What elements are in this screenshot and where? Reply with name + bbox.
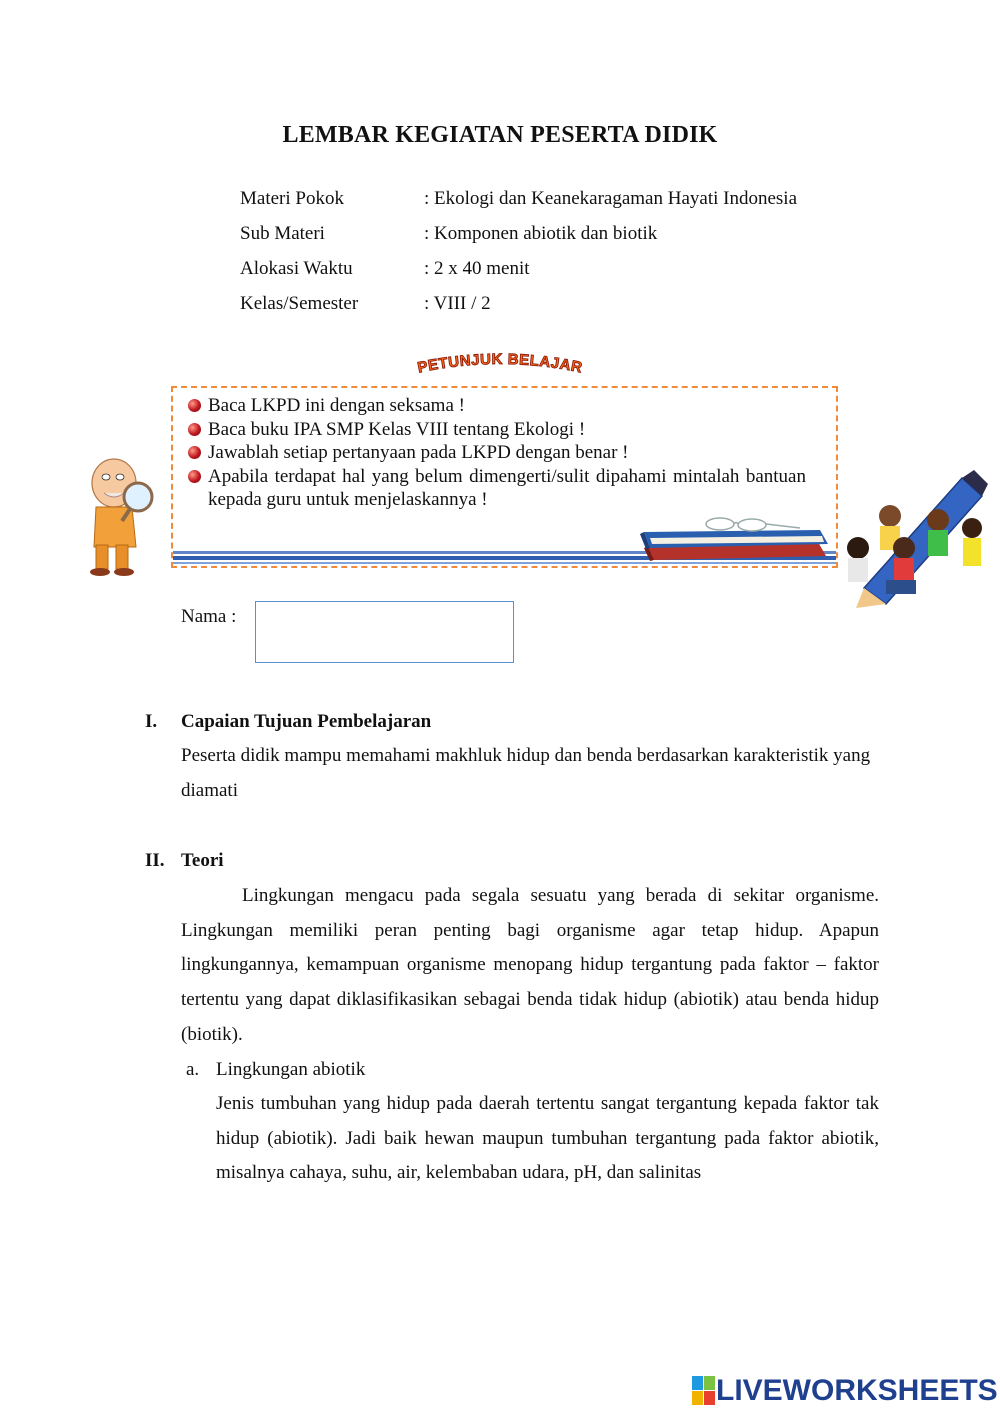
meta-row-kelas-semester <box>240 293 491 315</box>
meta-row-alokasi-waktu <box>240 258 530 280</box>
svg-text:PETUNJUK BELAJAR <box>416 351 584 377</box>
list-item: Jawablah setiap pertanyaan pada LKPD dengan benar ! <box>186 441 806 465</box>
nama-label: Nama : <box>181 606 237 627</box>
bullet-icon <box>188 470 201 483</box>
meta-value: : Ekologi dan Keanekaragaman Hayati Indonesia <box>424 188 797 209</box>
bullet-icon <box>188 423 201 436</box>
bullet-icon <box>188 446 201 459</box>
live-logo-icon <box>692 1376 716 1406</box>
meta-label: Kelas/Semester <box>240 293 359 314</box>
meta-value: : Komponen abiotik dan biotik <box>424 223 658 244</box>
books-icon <box>640 512 835 562</box>
professor-magnifier-icon <box>76 455 166 580</box>
petunjuk-list <box>186 394 806 512</box>
meta-row-materi-pokok <box>240 188 797 210</box>
liveworksheets-logo <box>692 1374 998 1408</box>
section-2-text: Lingkungan mengacu pada segala sesuatu yang berada di sekitar organisme. Lingkungan memiliki peran penting bagi organisme agar tetap hidup. Apapun lingkungannya, kemampuan organisme menopang hidup tergantung pada faktor – faktor tertentu yang dapat diklasifikasikan sebagai benda tidak hidup (abiotik) atau benda hidup (biotik). <box>181 885 879 1045</box>
page-title: LEMBAR KEGIATAN PESERTA DIDIK <box>282 122 718 148</box>
section-1-text: Peserta didik mampu memahami makhluk hidup dan benda berdasarkan karakteristik yang diamati <box>181 745 871 801</box>
petunjuk-belajar-title <box>400 350 600 380</box>
meta-label: Sub Materi <box>240 223 325 244</box>
meta-label: Alokasi Waktu <box>240 258 353 279</box>
sub-a-heading: Lingkungan abiotik <box>216 1059 366 1080</box>
section-1-heading: Capaian Tujuan Pembelajaran <box>181 711 432 732</box>
section-1-number: I. <box>145 711 158 732</box>
meta-label: Materi Pokok <box>240 188 344 209</box>
list-item: Baca buku IPA SMP Kelas VIII tentang Ekologi ! <box>186 418 806 442</box>
section-2-heading: Teori <box>181 850 224 871</box>
sub-a-text: Jenis tumbuhan yang hidup pada daerah tertentu sangat tergantung kepada faktor tak hidup (abiotik). Jadi baik hewan maupun tumbuhan tergantung pada faktor abiotik, misalnya cahaya, suhu, air, kelembaban udara, pH, dan salinitas <box>216 1093 879 1184</box>
nama-input[interactable] <box>255 601 514 663</box>
divider <box>173 562 836 564</box>
section-2-number: II. <box>145 850 165 871</box>
petunjuk-title-text: PETUNJUK BELAJAR <box>416 350 584 377</box>
meta-value: : 2 x 40 menit <box>424 258 530 279</box>
meta-value: : VIII / 2 <box>424 293 491 314</box>
list-item: Apabila terdapat hal yang belum dimengerti/sulit dipahami mintalah bantuan kepada guru untuk menjelaskannya ! <box>186 465 806 512</box>
bullet-icon <box>188 399 201 412</box>
logo-text: LIVEWORKSHEETS <box>716 1374 998 1407</box>
meta-row-sub-materi <box>240 223 657 245</box>
kids-pencil-icon <box>842 468 998 610</box>
list-item: Baca LKPD ini dengan seksama ! <box>186 394 806 418</box>
sub-a-marker: a. <box>186 1059 200 1080</box>
